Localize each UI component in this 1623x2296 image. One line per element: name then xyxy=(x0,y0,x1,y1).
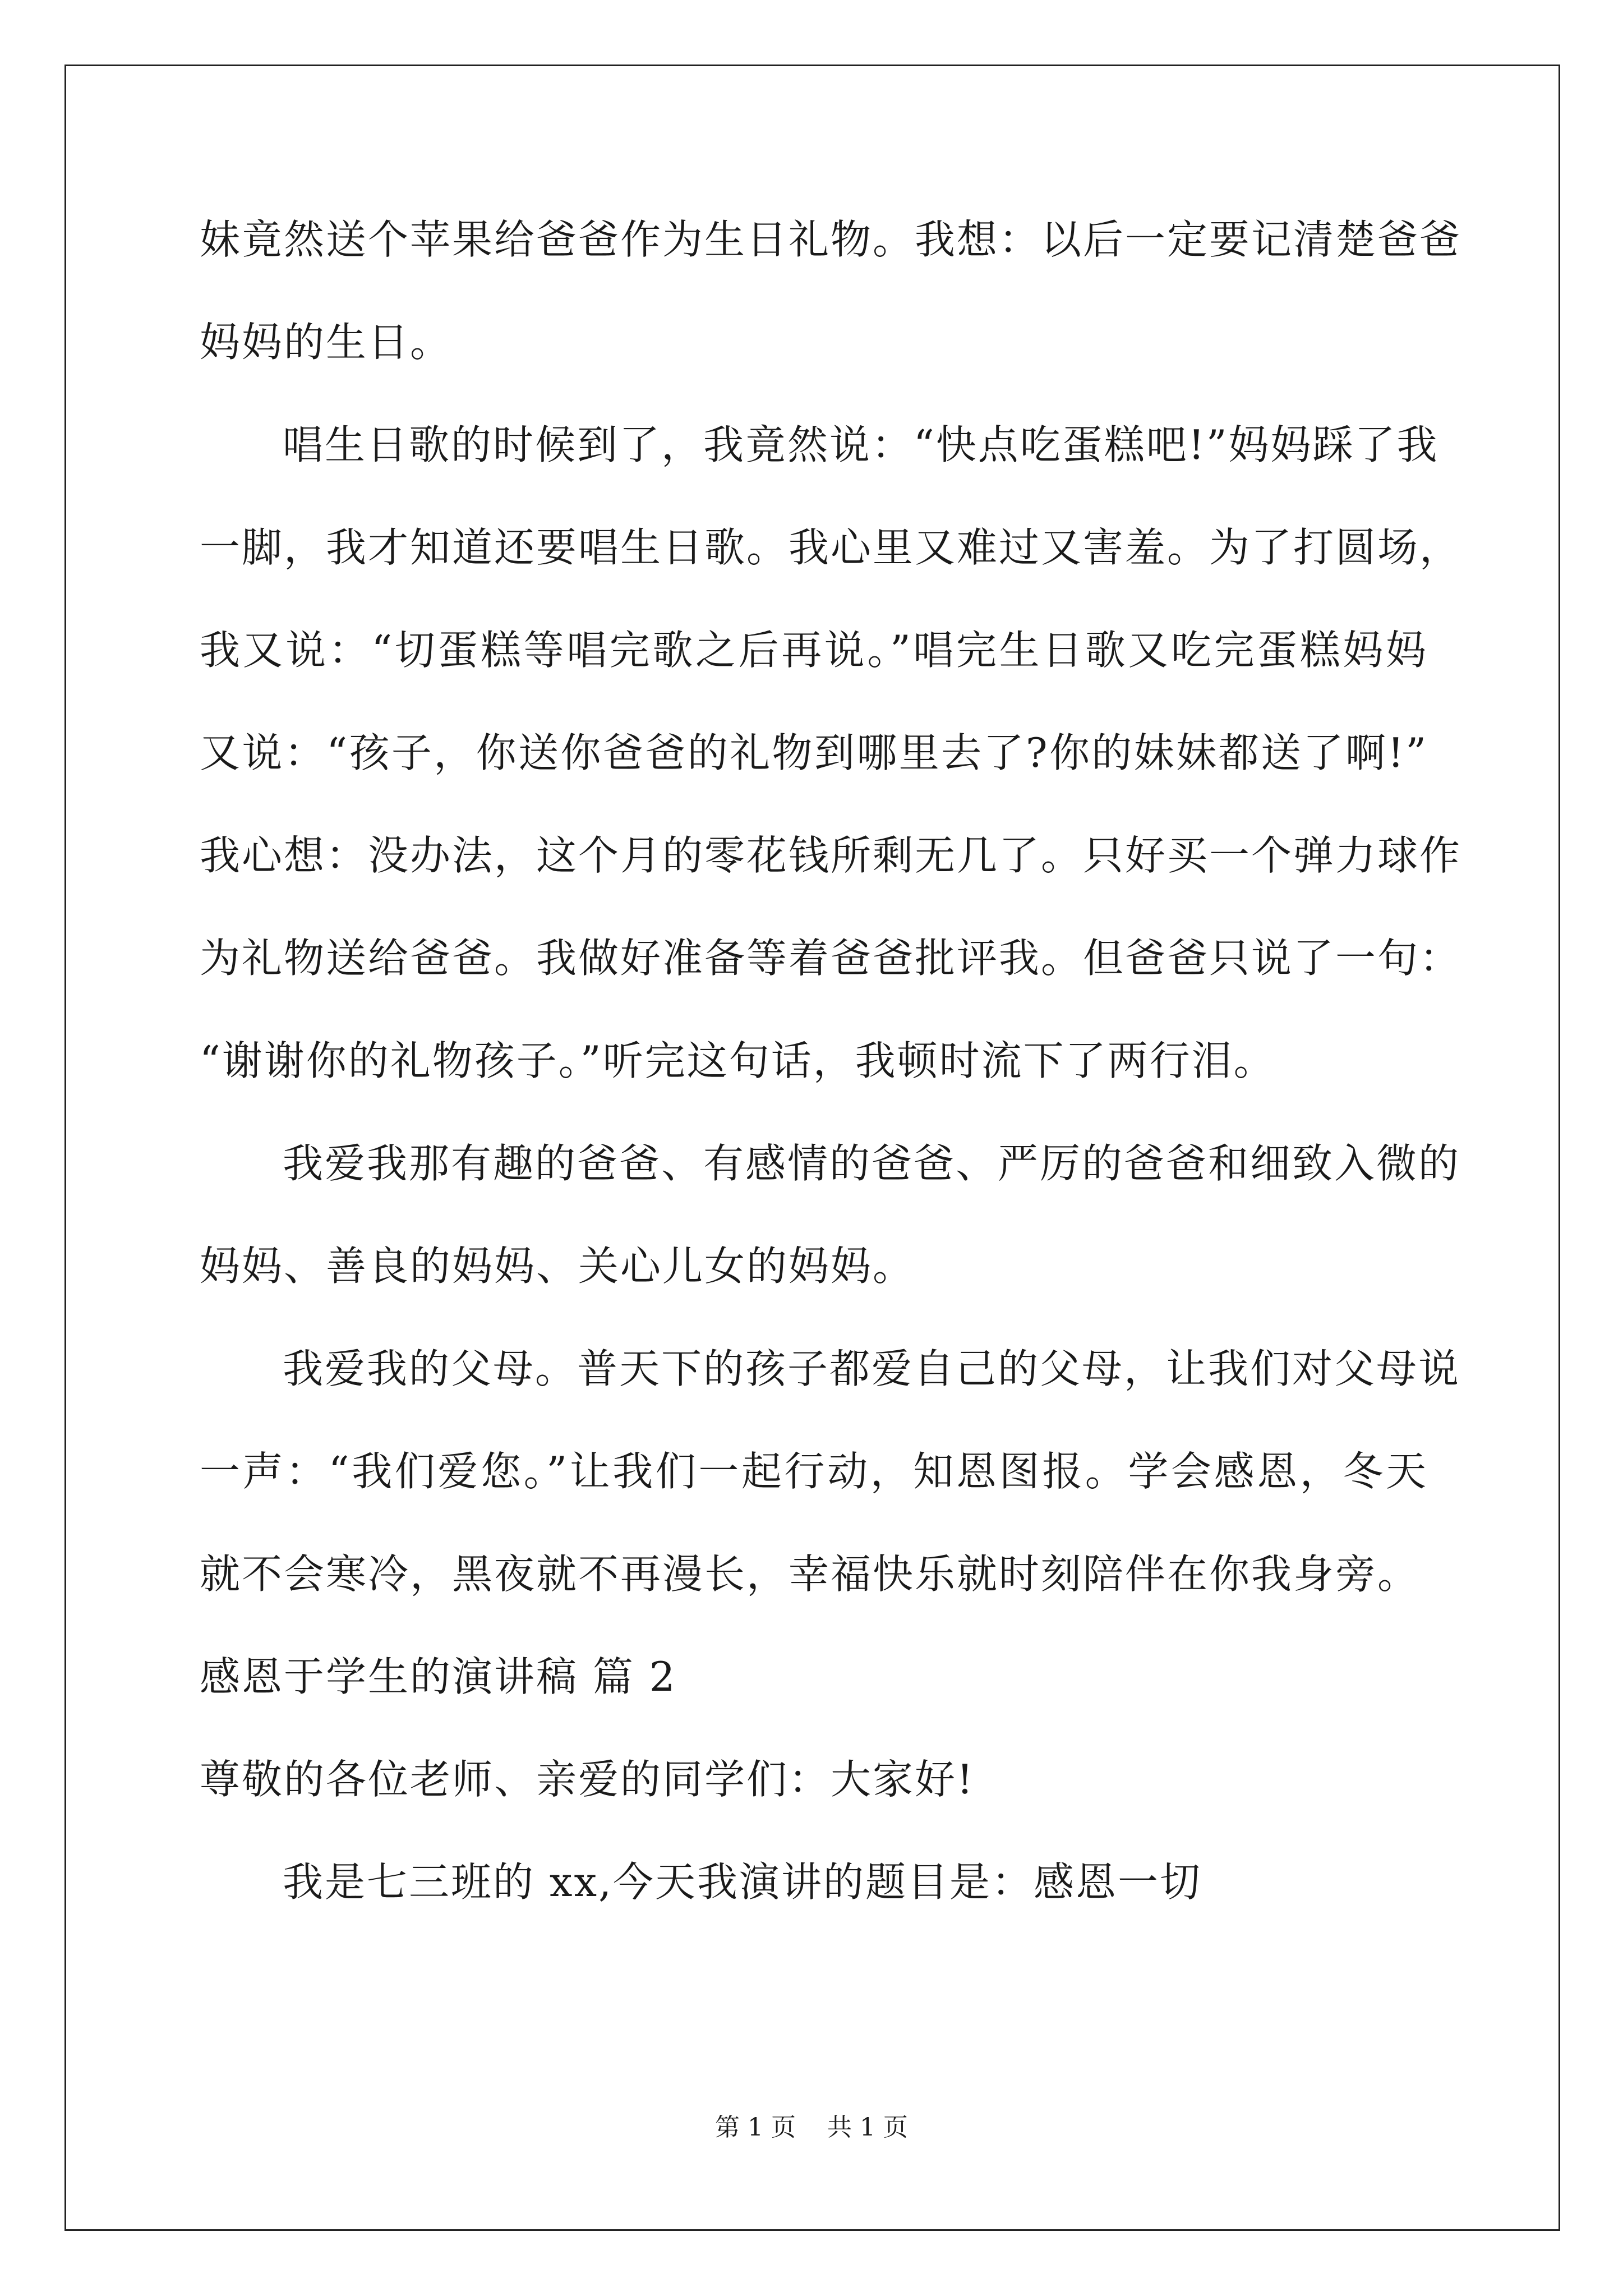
text-line: 我心想：没办法，这个月的零花钱所剩无几了。只好买一个弹力球作 xyxy=(200,832,1462,879)
text-line: 我又说：“切蛋糕等唱完歌之后再说。”唱完生日歌又吃完蛋糕妈妈 xyxy=(200,627,1428,674)
text-line: 妈妈的生日。 xyxy=(200,319,453,366)
text-line: 为礼物送给爸爸。我做好准备等着爸爸批评我。但爸爸只说了一句： xyxy=(200,935,1462,982)
document-body xyxy=(200,213,1462,1958)
text-line: 我是七三班的 xx,今天我演讲的题目是：感恩一切 xyxy=(283,1858,1202,1906)
text-line: “谢谢你的礼物孩子。”听完这句话，我顿时流下了两行泪。 xyxy=(200,1037,1276,1084)
text-line: 就不会寒冷，黑夜就不再漫长，幸福快乐就时刻陪伴在你我身旁。 xyxy=(200,1550,1420,1598)
text-line: 又说：“孩子，你送你爸爸的礼物到哪里去了?你的妹妹都送了啊!” xyxy=(200,729,1428,776)
page-number-footer: 第 1 页 共 1 页 xyxy=(715,2113,908,2142)
text-line: 唱生日歌的时候到了，我竟然说：“快点吃蛋糕吧!”妈妈踩了我 xyxy=(283,421,1439,468)
salutation-line: 尊敬的各位老师、亲爱的同学们：大家好! xyxy=(200,1756,975,1803)
text-line: 我爱我的父母。普天下的孩子都爱自己的父母，让我们对父母说 xyxy=(283,1345,1461,1392)
section-heading: 感恩于学生的演讲稿 篇 2 xyxy=(200,1653,677,1700)
text-line: 妈妈、善良的妈妈、关心儿女的妈妈。 xyxy=(200,1243,915,1290)
text-line: 一声：“我们爱您。”让我们一起行动，知恩图报。学会感恩，冬天 xyxy=(200,1448,1428,1495)
text-line: 妹竟然送个苹果给爸爸作为生日礼物。我想：以后一定要记清楚爸爸 xyxy=(200,216,1462,263)
text-line: 我爱我那有趣的爸爸、有感情的爸爸、严厉的爸爸和细致入微的 xyxy=(283,1140,1461,1187)
text-line: 一脚，我才知道还要唱生日歌。我心里又难过又害羞。为了打圆场， xyxy=(200,524,1462,571)
